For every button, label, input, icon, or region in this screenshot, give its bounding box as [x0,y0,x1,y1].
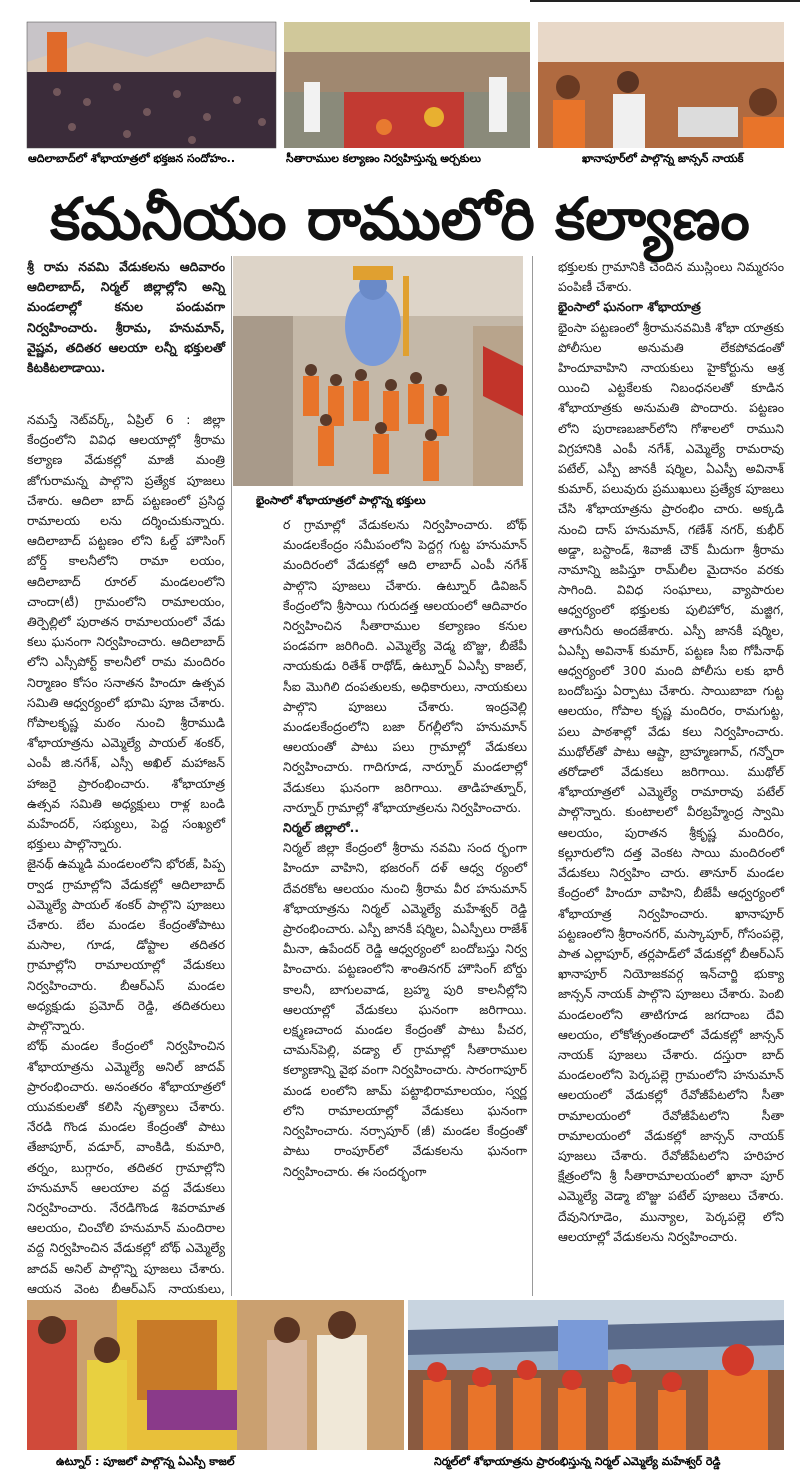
col2-paragraph: నిర్మల్‌ జిల్లా కేంద్రంలో శ్రీరామ నవమి సంద ర్భంగా హిందూ వాహిని, భజరంగ్‌ దళ్‌ ఆధ్వ ర్యంలో దేవరకోట ఆలయం నుంచి శ్రీరామ వీర హనుమాన్‌ శోభాయాత్రను నిర్మల్‌ ఎమ్మెల్యే మహేశ్వర్‌ రెడ్డి ప్రారంభించారు. ఎస్పీ జానకీ షర్మిల, ఏఎస్పీలు రాజేశ్‌ మీనా, ఉపేందర్‌ రెడ్డి ఆధ్వర్యంలో బందోబస్తు నిర్వ హించారు. పట్టణంలోని శాంతినగర్‌ హౌసింగ్‌ బోర్డు కాలనీ, బాగులవాడ, బ్రహ్మ పురి కాలనీల్లోని ఆలయాల్లో వేడుకలు ఘనంగా జరిగాయి. లక్ష్మణచాంద మండల కేంద్రంతో పాటు పీచర, చామన్‌పెల్లి, వడ్యా ల్‌ గ్రామాల్లో సీతారాముల కల్యాణాన్ని వైభ వంగా నిర్వహించారు. సారంగాపూర్‌ మండ లంలోని జామ్‌ పట్టాభిరామాలయం, స్వర్ణ లోని రామాలయాల్లో వేడుకలు ఘనంగా నిర్వహించారు. నర్సాపూర్‌ (జీ) మండల కేంద్రంతో పాటు రాంపూర్‌లో వేడుకలను ఘనంగా నిర్వహించారు. ఈ సందర్భంగా [283,840,527,1179]
bottom-caption-2: నిర్మల్‌లో శోభాయాత్రను ప్రారంభిస్తున్న నిర్మల్‌ ఎమ్మెల్యే మహేశ్వర్‌ రెడ్డి [434,1455,721,1468]
col1-paragraph: నమస్తే నెట్‌వర్క్‌, ఏప్రిల్‌ 6 : జిల్లా కేంద్రంలోని వివిధ ఆలయాల్లో శ్రీరామ కల్యాణ వేడుకల్లో మాజీ మంత్రి జోగురామన్న పాల్గొని ప్రత్యేక పూజలు చేశారు. ఆదిలా బాద్‌ పట్టణంలో ప్రసిద్ధ రామాలయ లను దర్శించుకున్నారు. ఆదిలాబాద్‌ పట్టణం లోని ఓల్డ్‌ హౌసింగ్‌ బోర్డ్‌ కాలనీలోని రామా లయం, ఆదిలాబాద్‌ రూరల్‌ మండలంలోని చాందా(టీ) గ్రామంలోని రామాలయం, తిర్పెల్లిలో పురాతన రామాలయంలో వేడు కలు ఘనంగా నిర్వహించారు. ఆదిలాబాద్‌ లోని ఎస్సీపోర్ట్‌ కాలనీలో రామ మందిరం నిర్మాణం కోసం సనాతన హిందూ ఉత్సవ సమితి ఆధ్వర్యంలో భూమి పూజ చేశారు. గోపాలకృష్ణ మఠం నుంచి శ్రీరాముడి శోభాయాత్రను ఎమ్మెల్యే పాయల్‌ శంకర్‌, ఎంపీ జి.నగేశ్‌, ఎస్సీ అఖిల్‌ మహాజన్‌ హాజరై ప్రారంభించారు. శోభాయాత్ర ఉత్సవ సమితి అధ్యక్షులు రాళ్ల బండి మహేందర్‌, సభ్యులు, పెద్ద సంఖ్యలో భక్తులు పాల్గొన్నారు. [27,412,225,852]
section-subhead-bhainsa: భైంసాలో ఘనంగా శోభాయాత్ర [558,299,701,315]
col2-paragraph: ర గ్రామాల్లో వేడుకలను నిర్వహించారు. బోథ్‌ మండలకేంద్రం సమీపంలోని పెద్దగ్గ గుట్ట హనుమాన్‌ మందిరంలో వేడుకల్లో ఆది లాబాద్‌ ఎంపీ నగేశ్‌ పాల్గొని పూజలు చేశారు. ఉట్నూర్‌ డివిజన్‌ కేంద్రంలోని శ్రీసాయి గురుదత్త ఆలయంలో ఆదివారం నిర్వహించిన సీతారాముల కల్యాణం కనుల పండవగా జరిగింది. ఎమ్మెల్యే వెడ్మ బొజ్జు, బీజేపీ నాయకుడు రితేశ్‌ రాథోడ్‌, ఉట్నూర్‌ ఏఎస్పీ కాజల్‌, సీఐ మొగిలి దంపతులకు, అధికారులు, నాయకులు పాల్గొని పూజలు చేశారు. ఇంద్రవెల్లి మండలకేంద్రంలోని బజా ర్‌గల్లీలోని హనుమాన్‌ ఆలయంతో పాటు పలు గ్రామాల్లో వేడుకలు నిర్వహించారు. గాదిగూడ, నార్నూర్‌ మండలాల్లో వేడుకలు ఘనంగా జరిగాయి. తాడిహత్నూర్‌, నార్నూర్‌ గ్రామాల్లో శోభాయాత్రలను నిర్వహించారు. [283,517,527,815]
top-caption-1: ఆదిలాబాద్‌లో శోభాయాత్రలో భక్తజన సందోహం.. [28,152,236,165]
photo-utnoor-pooja [27,1300,404,1450]
column-1 [27,410,225,1294]
headline: కమనీయం రాములోరి కల్యాణం [50,185,750,253]
col3-paragraph: భైంసా పట్టణంలో శ్రీరామనవమికి శోభా యాత్రకు పోలీసుల అనుమతి లేకపోవడంతో హిందూవాహిని నాయకులు హైకోర్టును ఆశ్ర యించి ఎట్టకేలకు నిబంధనలతో కూడిన శోభాయాత్రకు అనుమతి పొందారు. పట్టణం లోని పురాణబజార్‌లోని గోశాలలో రాముని విగ్రహానికి ఎంపీ నగేశ్‌, ఎమ్మెల్యే రామరావు పటేల్‌, ఎస్పీ జానకీ షర్మిల, ఏఎస్పీ అవినాశ్‌ కుమార్‌, పలువురు ప్రముఖులు ప్రత్యేక పూజలు చేసి శోభాయాత్రను ప్రారంభిం చారు. అక్కడి నుంచి దాస్‌ హనుమాన్‌, గణేశ్‌ నగర్‌, కుభీర్‌ అడ్డా, బస్టాండ్‌, శివాజీ చౌక్‌ మీదుగా శ్రీరామ నామాన్ని జపిస్తూ రామ్‌లీల మైదానం వరకు సాగింది. వివిధ సంఘాలు, వ్యాపారుల ఆధ్వర్యంలో భక్తులకు పులిహోర, మజ్జిగ, తాగునీరు అందజేశారు. ఎస్పీ జానకీ షర్మిల, ఏఎస్పీ అవినాశ్‌ కుమార్‌, పట్టణ సీఐ గోపీనాథ్‌ ఆధ్వర్యంలో 300 మంది పోలీసు లకు భారీ బందోబస్తు ఏర్పాటు చేశారు. సాయిబాబా గుట్ట ఆలయం, గోపాల కృష్ణ మందిరం, రామగుట్ట, పలు పాఠశాల్లో వేడు కలు నిర్వహించారు. ముథోల్‌తో పాటు ఆష్టా, బ్రాహ్మణగావ్‌, గన్నోరా తరోడాలో వేడుకలు జరిగాయి. ముథోల్‌ శోభాయాత్రలో ఎమ్మెల్యే రామారావు పటేల్‌ పాల్గొన్నారు. కుంటాలలో వీరబ్రహ్మేంద్ర స్వామి ఆలయం, పురాతన శ్రీకృష్ణ మందిరం, కల్లూరులోని దత్త వెంకట సాయి మందిరంలో వేడుకలు నిర్వహిం చారు. తానూర్‌ మండల కేంద్రంలో హిందూ వాహిని, బీజేపీ ఆధ్వర్యంలో శోభాయాత్ర నిర్వహించారు. ఖానాపూర్‌ పట్టణంలోని శ్రీరాంనగర్‌, మస్కాపూర్‌, గోసంపల్లె, పాత ఎల్లాపూర్‌, తర్లపాడ్‌లో వేడుకల్లో బీఆర్‌ఎస్‌ ఖానాపూర్‌ నియోజకవర్గ ఇన్‌చార్జి భుక్యా జాన్సన్‌ నాయక్‌ పాల్గొని పూజలు చేశారు. పెంబి మండలంలోని తాటిగూడ జగదాంబ దేవి ఆలయం, లోకోత్సంతండాలో వేడుకల్లో జాన్సన్‌ నాయక్‌ పూజలు చేశారు. దస్తురా బాద్‌ మండలంలోని పెర్కపల్లె గ్రామంలోని హనుమాన్‌ ఆలయంలో వేడుకల్లో రేవోజీపేటలోని సీతా రామాలయంలో రేవోజీపేటలోని సీతా రామాలయంలో వేడుకల్లో జాన్సన్‌ నాయక్‌ పూజలు చేశారు. రేవోజీపేటలోని హరిహర క్షేత్రంలోని శ్రీ సీతారామాలయంలో ఖానా పూర్‌ ఎమ్మెల్యే వెడ్మా బొజ్జు పటేల్‌ పూజలు చేశారు. దేవునిగూడెం, మున్యాల, పెర్కపల్లె లోని ఆలయాల్లో వేడుకలను నిర్వహించారు. [558,319,784,1244]
photo-kalyanam-priests [284,22,530,148]
col3-intro: భక్తులకు గ్రామానికి చెందిన ముస్లింలు నిమ్మరసం పంపిణీ చేశారు. [558,259,784,295]
photo-bhainsa-procession [233,256,523,486]
column-2 [283,515,527,1295]
column-divider [532,256,533,1296]
top-caption-2: సీతారాముల కల్యాణం నిర్వహిస్తున్న అర్చకులు [286,152,481,165]
top-rule [0,0,800,4]
col1-paragraph: జైనథ్‌ ఉమ్మడి మండలంలోని భోరజ్‌, పిప్ప ర్వాడ గ్రామాల్లోని వేడుకల్లో ఆదిలాబాద్‌ ఎమ్మెల్యే పాయల్‌ శంకర్‌ పాల్గొని పూజలు చేశారు. బేల మండల కేంద్రంతోపాటు మసాల, గూడ, డోప్టాల తదితర గ్రామాల్లోని రామాలయాల్లో వేడుకలు నిర్వహించారు. బీఆర్‌ఎస్‌ మండల అధ్యక్షుడు ప్రమోద్‌ రెడ్డి, తదితరులు పాల్గొన్నారు. [27,856,225,1034]
column-3 [558,257,784,1294]
section-subhead-nirmal: నిర్మల్‌ జిల్లాలో.. [283,820,360,836]
lead-paragraph: శ్రీ రామ నవమి వేడుకలను ఆదివారం ఆదిలాబాద్‌, నిర్మల్‌ జిల్లాల్లోని అన్ని మండలాల్లో కనుల పండువగా నిర్వహించారు. శ్రీరామ, హనుమాన్‌, వైష్ణవ, తదితర ఆలయా లన్నీ భక్తులతో కిటకిటలాడాయి. [27,259,225,376]
col1-paragraph: బోథ్‌ మండల కేంద్రంలో నిర్వహించిన శోభాయాత్రను ఎమ్మెల్యే అనిల్‌ జాదవ్‌ ప్రారంభించారు. అనంతరం శోభాయాత్రలో యువకులతో కలిసి నృత్యాలు చేశారు. నేరడి గొండ మండల కేంద్రంతో పాటు తేజాపూర్‌, వడూర్‌, వాంకిడి, కుమారి, తర్నం, బుగ్గారం, తదితర గ్రామాల్లోని హనుమాన్‌ ఆలయాల వద్ద వేడుకలు నిర్వహించారు. నేరడిగొండ శివరామాత ఆలయం, చించోలి హనుమాన్‌ మందిరాల వద్ద నిర్వహించిన వేడుకల్లో బోథ్‌ ఎమ్మెల్యే జాదవ్‌ అనిల్‌ పాల్గొన్ని పూజలు చేశారు. ఆయన వెంట బీఆర్‌ఎస్‌ నాయకులు, [27,1038,225,1296]
column-divider [231,256,232,1296]
center-photo-caption: భైంసాలో శోభాయాత్రలో పాల్గొన్న భక్తులు [256,494,426,507]
photo-nirmal-procession [408,1300,784,1450]
bottom-caption-1: ఉట్నూర్‌ : పూజలో పాల్గొన్న ఏఎస్పీ కాజల్‌ [56,1455,235,1468]
top-caption-3: ఖానాపూర్‌లో పాల్గొన్న జాన్సన్‌ నాయక్‌ [582,152,744,165]
photo-adilabad-procession [27,22,276,148]
photo-khanapur-johnson [538,22,784,148]
